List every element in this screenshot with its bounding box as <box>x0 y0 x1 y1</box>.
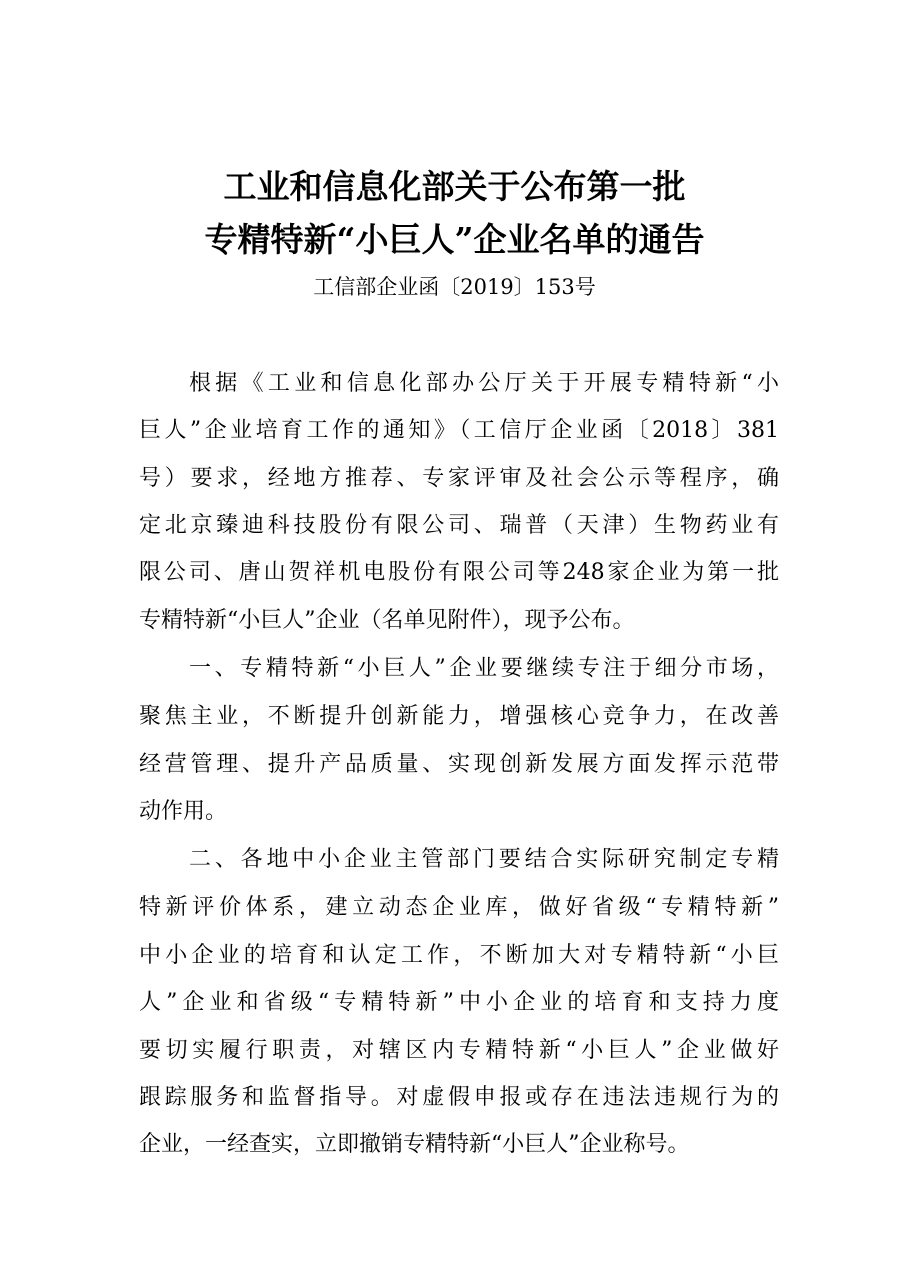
paragraph-3-line-1: 二、各地中小企业主管部门要结合实际研究制定专精 <box>189 847 779 872</box>
paragraph-3-line-2: 特新评价体系，建立动态企业库，做好省级“专精特新” <box>139 895 779 920</box>
paragraph-3-line-3: 中小企业的培育和认定工作，不断加大对专精特新“小巨 <box>139 943 779 968</box>
paragraph-3-line-7: 企业，一经查实，立即撤销专精特新“小巨人”企业称号。 <box>139 1132 690 1157</box>
paragraph-2-line-3: 经营管理、提升产品质量、实现创新发展方面发挥示范带 <box>139 752 779 777</box>
paragraph-1-line-1: 根据《工业和信息化部办公厅关于开展专精特新“小 <box>189 371 779 396</box>
paragraph-1-line-3: 号）要求，经地方推荐、专家评审及社会公示等程序，确 <box>139 466 779 491</box>
paragraph-3-line-5: 要切实履行职责，对辖区内专精特新“小巨人”企业做好 <box>139 1038 779 1063</box>
paragraph-1-line-4: 定北京臻迪科技股份有限公司、瑞普（天津）生物药业有 <box>139 513 779 538</box>
title-line-1: 工业和信息化部关于公布第一批 <box>223 167 686 206</box>
paragraph-2-line-2: 聚焦主业，不断提升创新能力，增强核心竞争力，在改善 <box>139 704 779 729</box>
paragraph-1-line-6: 专精特新“小巨人”企业（名单见附件），现予公布。 <box>139 608 635 633</box>
title-line-2: 专精特新“小巨人”企业名单的通告 <box>204 220 705 259</box>
paragraph-2-line-1: 一、专精特新“小巨人”企业要继续专注于细分市场， <box>189 656 779 681</box>
paragraph-1-line-5: 限公司、唐山贺祥机电股份有限公司等248家企业为第一批 <box>139 560 779 585</box>
paragraph-3-line-4: 人”企业和省级“专精特新”中小企业的培育和支持力度 <box>139 990 779 1015</box>
paragraph-3-line-6: 跟踪服务和监督指导。对虚假申报或存在违法违规行为的 <box>139 1085 779 1110</box>
document-number: 工信部企业函〔2019〕153号 <box>313 275 596 299</box>
paragraph-1-line-2: 巨人”企业培育工作的通知》（工信厅企业函〔2018〕381 <box>139 418 779 443</box>
paragraph-2-line-4: 动作用。 <box>139 799 228 824</box>
